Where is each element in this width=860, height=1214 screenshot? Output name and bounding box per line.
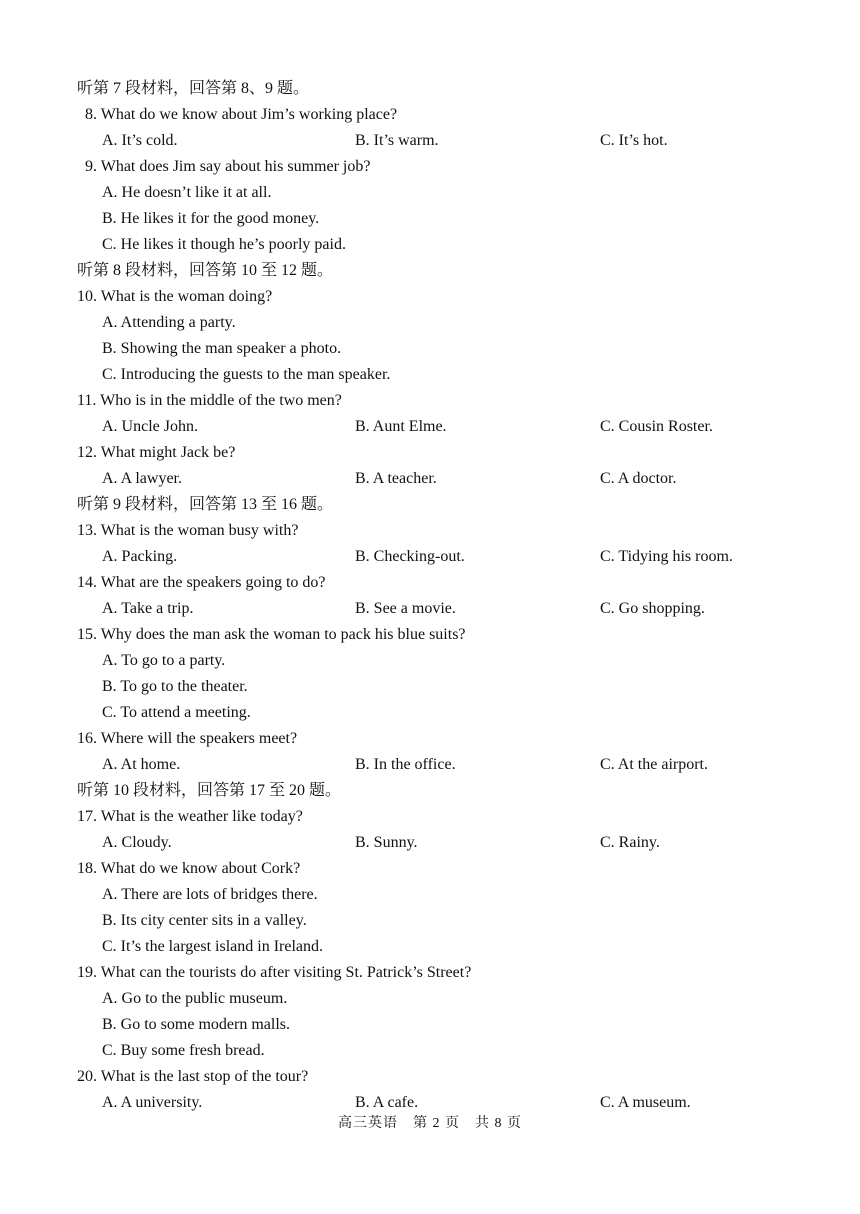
answer-option-a: A. Uncle John.	[102, 418, 198, 435]
question-13: 13. What is the woman busy with?	[77, 522, 299, 539]
answer-options-row	[0, 596, 860, 622]
answer-option-a: A. It’s cold.	[102, 132, 178, 149]
answer-option-a: A. At home.	[102, 756, 181, 773]
answer-option-c: C. At the airport.	[600, 756, 708, 773]
answer-option-a: A. Take a trip.	[102, 600, 194, 617]
answer-option-b: B. In the office.	[355, 756, 456, 773]
question-10: 10. What is the woman doing?	[77, 288, 273, 305]
question-11: 11. Who is in the middle of the two men?	[77, 392, 342, 409]
answer-options-row	[0, 414, 860, 440]
answer-option-b: B. See a movie.	[355, 600, 456, 617]
answer-option-b: B. A cafe.	[355, 1094, 419, 1111]
answer-option-c: C. It’s hot.	[600, 132, 668, 149]
answer-option: C. To attend a meeting.	[102, 704, 251, 721]
answer-option: B. He likes it for the good money.	[102, 210, 320, 227]
answer-option-a: A. A lawyer.	[102, 470, 182, 487]
question-19: 19. What can the tourists do after visiting St. Patrick’s Street?	[77, 964, 472, 981]
answer-option-b: B. It’s warm.	[355, 132, 439, 149]
answer-option-a: A. Cloudy.	[102, 834, 172, 851]
answer-option: B. Go to some modern malls.	[102, 1016, 290, 1033]
question-14: 14. What are the speakers going to do?	[77, 574, 326, 591]
question-16: 16. Where will the speakers meet?	[77, 730, 298, 747]
answer-options-row	[0, 752, 860, 778]
answer-option-c: C. Go shopping.	[600, 600, 705, 617]
question-20: 20. What is the last stop of the tour?	[77, 1068, 309, 1085]
answer-option: B. Its city center sits in a valley.	[102, 912, 307, 929]
answer-option-c: C. Rainy.	[600, 834, 660, 851]
question-15: 15. Why does the man ask the woman to pack his blue suits?	[77, 626, 466, 643]
section-heading: 听第 9 段材料，回答第 13 至 16 题。	[77, 496, 334, 513]
question-8: 8. What do we know about Jim’s working place?	[85, 106, 398, 123]
answer-option-b: B. Sunny.	[355, 834, 418, 851]
answer-options-row	[0, 544, 860, 570]
page-footer: 高三英语 第 2 页 共 8 页	[338, 1116, 522, 1131]
answer-option: A. Go to the public museum.	[102, 990, 288, 1007]
answer-option-b: B. A teacher.	[355, 470, 437, 487]
answer-option-c: C. A doctor.	[600, 470, 677, 487]
question-12: 12. What might Jack be?	[77, 444, 236, 461]
answer-option: C. Introducing the guests to the man speaker.	[102, 366, 391, 383]
question-18: 18. What do we know about Cork?	[77, 860, 301, 877]
answer-options-row	[0, 466, 860, 492]
question-9: 9. What does Jim say about his summer job?	[85, 158, 371, 175]
answer-option: B. To go to the theater.	[102, 678, 248, 695]
section-heading: 听第 8 段材料，回答第 10 至 12 题。	[77, 262, 334, 279]
answer-option: C. Buy some fresh bread.	[102, 1042, 265, 1059]
answer-options-row	[0, 830, 860, 856]
answer-option-c: C. A museum.	[600, 1094, 691, 1111]
answer-option: C. It’s the largest island in Ireland.	[102, 938, 323, 955]
answer-option-b: B. Checking-out.	[355, 548, 465, 565]
answer-option-a: A. Packing.	[102, 548, 178, 565]
answer-option-c: C. Cousin Roster.	[600, 418, 713, 435]
answer-option: A. To go to a party.	[102, 652, 226, 669]
section-heading: 听第 10 段材料，回答第 17 至 20 题。	[77, 782, 342, 799]
exam-page-content	[0, 76, 860, 1116]
answer-option: A. There are lots of bridges there.	[102, 886, 318, 903]
question-17: 17. What is the weather like today?	[77, 808, 303, 825]
section-heading: 听第 7 段材料，回答第 8、9 题。	[77, 80, 310, 97]
answer-option-a: A. A university.	[102, 1094, 203, 1111]
answer-option: A. He doesn’t like it at all.	[102, 184, 272, 201]
answer-option-b: B. Aunt Elme.	[355, 418, 447, 435]
answer-option: A. Attending a party.	[102, 314, 236, 331]
answer-option: C. He likes it though he’s poorly paid.	[102, 236, 346, 253]
answer-options-row	[0, 128, 860, 154]
answer-option: B. Showing the man speaker a photo.	[102, 340, 342, 357]
answer-option-c: C. Tidying his room.	[600, 548, 733, 565]
